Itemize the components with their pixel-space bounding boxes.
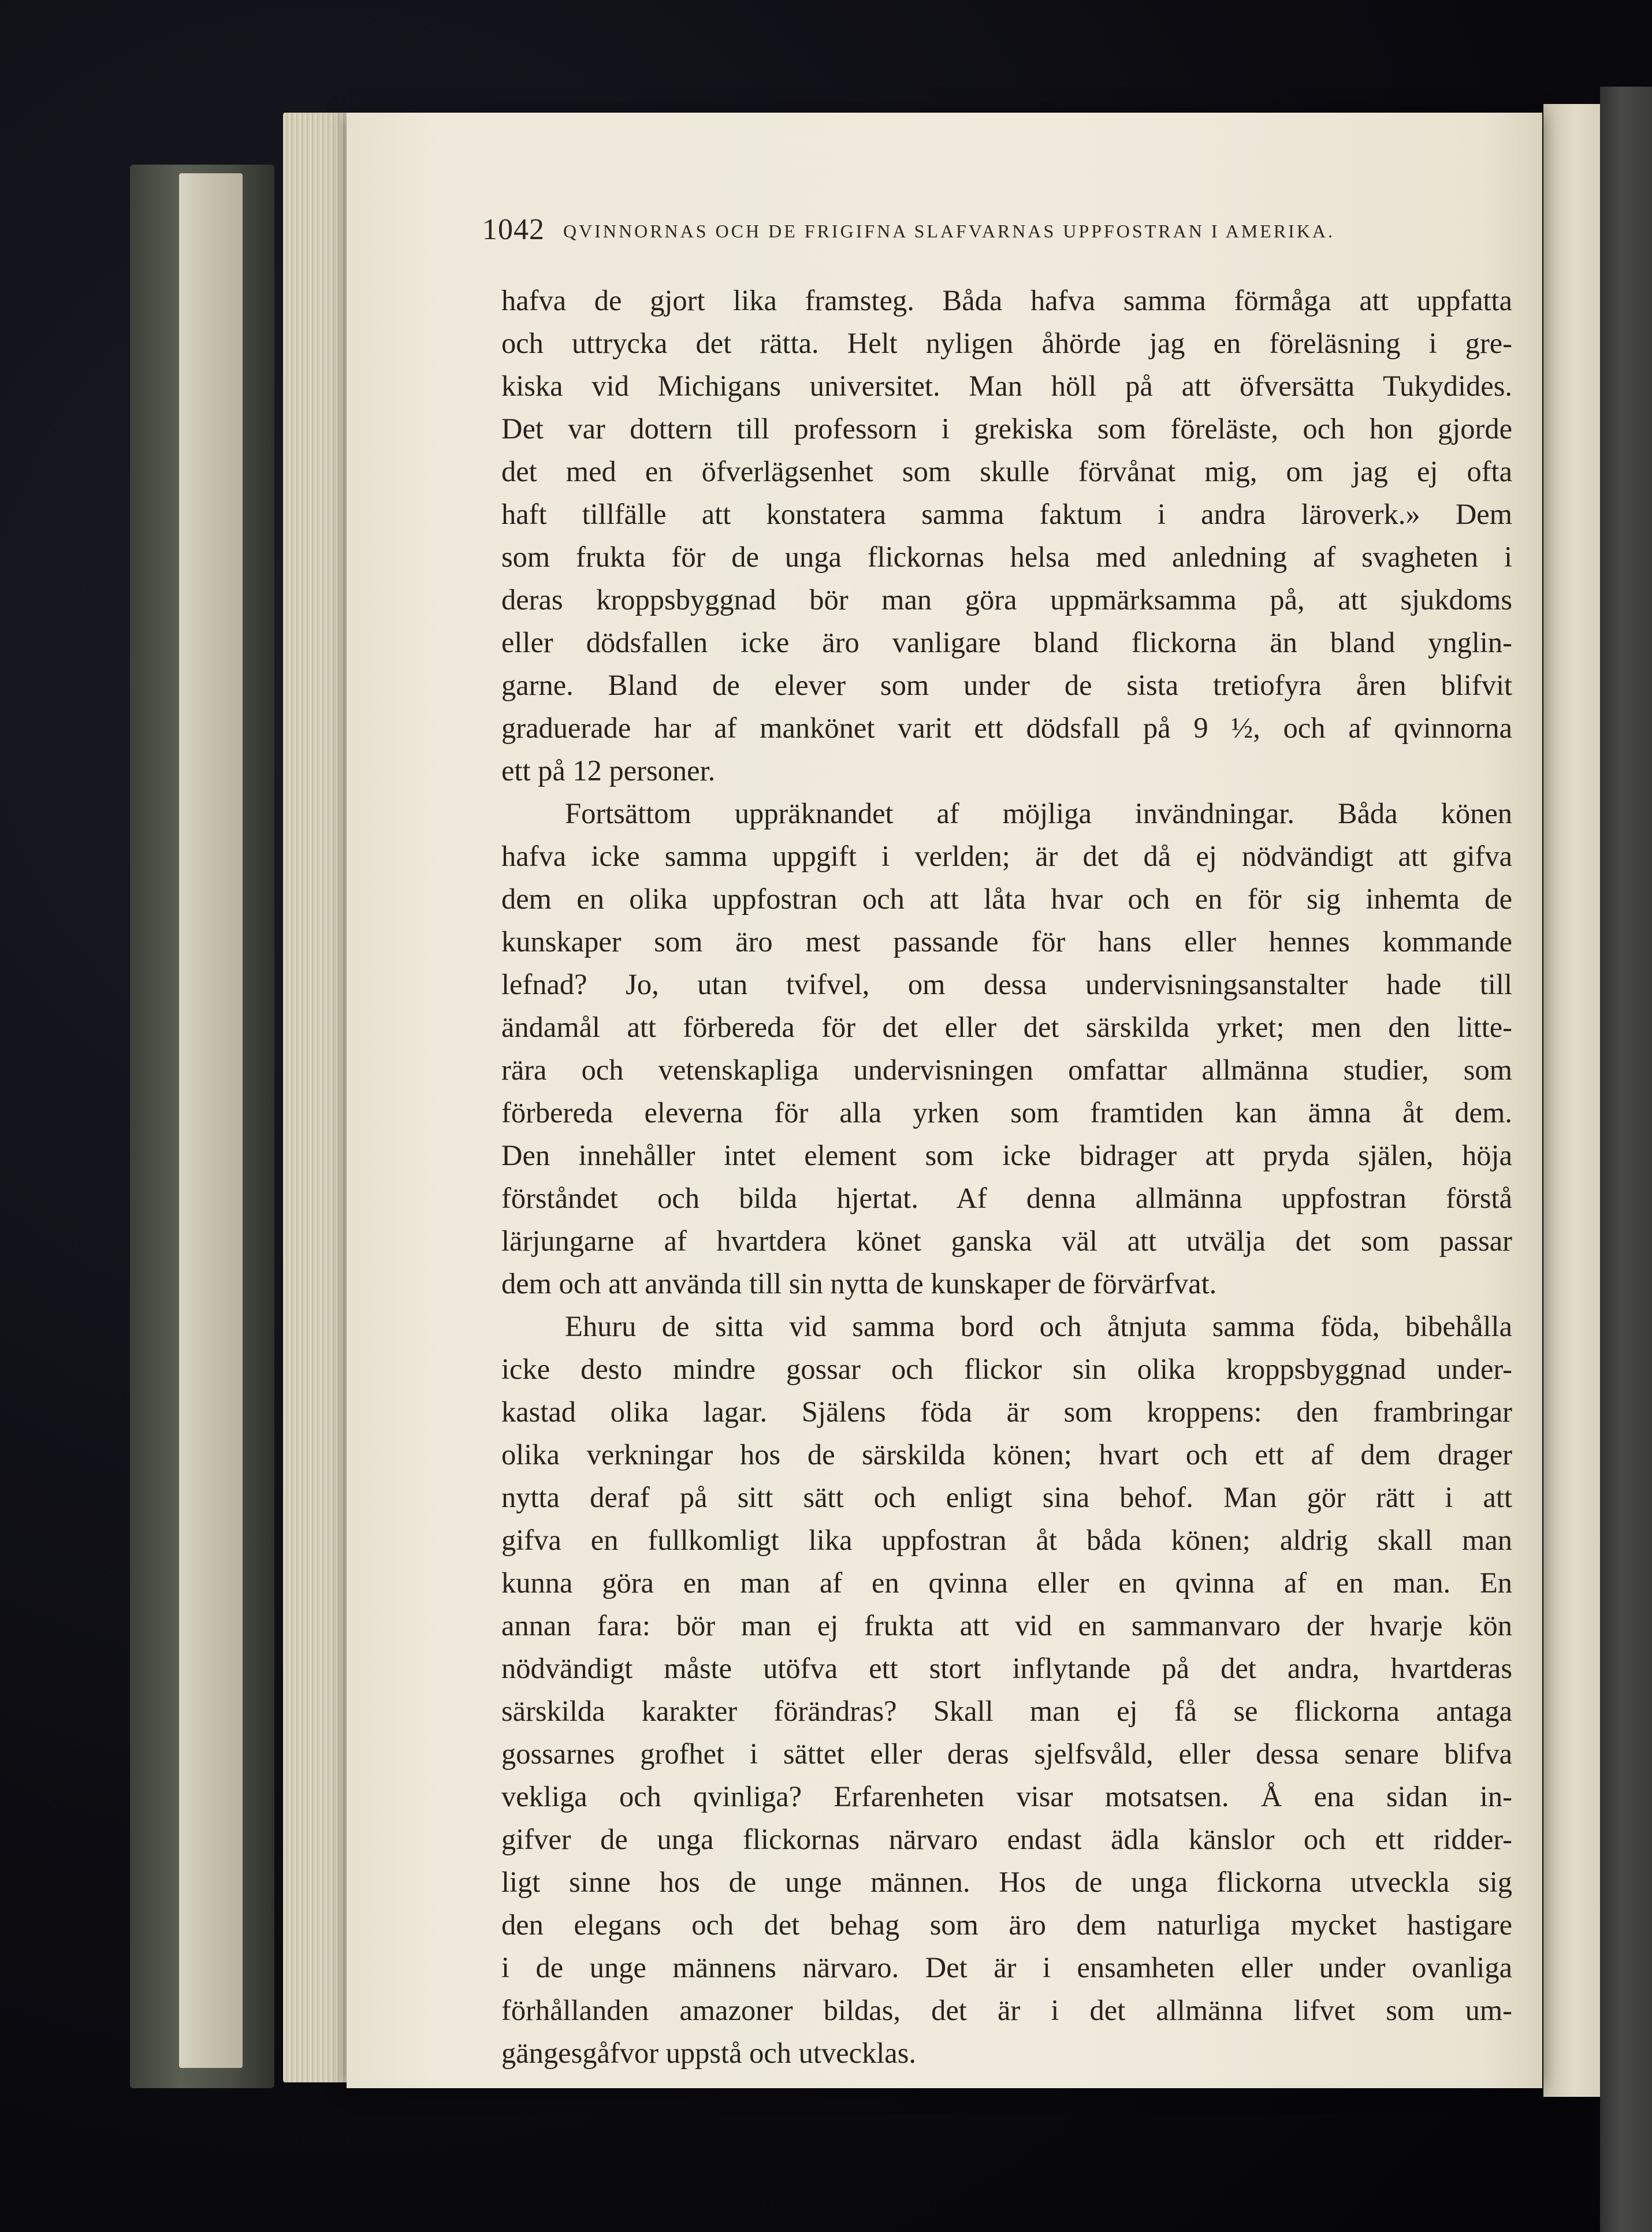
facing-page-edge [1543, 104, 1607, 2097]
text-line: i de unge männens närvaro. Det är i ensamheten eller under ovanliga [501, 1951, 1512, 1984]
text-line: deras kroppsbyggnad bör man göra uppmärksamma på, att sjukdoms [501, 583, 1512, 616]
text-line: ändamål att förbereda för det eller det särskilda yrket; men den litte- [501, 1011, 1512, 1043]
text-line: rära och vetenskapliga undervisningen omfattar allmänna studier, som [501, 1054, 1512, 1086]
body-text [501, 279, 1512, 2074]
text-line: dem en olika uppfostran och att låta hvar och en för sig inhemta de [501, 883, 1512, 915]
text-line: dem och att använda till sin nytta de kunskaper de förvärfvat. [501, 1267, 1217, 1300]
text-line: icke desto mindre gossar och flickor sin olika kroppsbyggnad under- [501, 1353, 1512, 1385]
text-line: särskilda karakter förändras? Skall man ej få se flickorna antaga [501, 1695, 1512, 1727]
text-line: kastad olika lagar. Själens föda är som kroppens: den frambringar [501, 1396, 1512, 1428]
text-line: förståndet och bilda hjertat. Af denna allmänna uppfostran förstå [501, 1182, 1512, 1214]
text-line: olika verkningar hos de särskilda könen; hvart och ett af dem drager [501, 1438, 1512, 1471]
text-line: gifva en fullkomligt lika uppfostran åt båda könen; aldrig skall man [501, 1524, 1512, 1556]
text-line: nödvändigt måste utöfva ett stort inflytande på det andra, hvartderas [501, 1652, 1512, 1684]
text-line: ett på 12 personer. [501, 754, 716, 787]
text-line: gifver de unga flickornas närvaro endast ädla känslor och ett ridder- [501, 1823, 1512, 1855]
text-line: haft tillfälle att konstatera samma faktum i andra läroverk.» Dem [501, 498, 1512, 530]
text-line: kunna göra en man af en qvinna eller en qvinna af en man. En [501, 1567, 1512, 1599]
text-line: gängesgåfvor uppstå och utvecklas. [501, 2037, 916, 2069]
text-line: Fortsättom uppräknandet af möjliga invändningar. Båda könen [565, 797, 1512, 829]
text-line: Den innehåller intet element som icke bidrager att pryda själen, höja [501, 1139, 1512, 1171]
text-line: förbereda eleverna för alla yrken som framtiden kan ämna åt dem. [501, 1096, 1512, 1129]
running-head: QVINNORNAS OCH DE FRIGIFNA SLAFVARNAS UPPFOSTRAN I AMERIKA. [563, 221, 1335, 241]
text-line: förhållanden amazoner bildas, det är i det allmänna lifvet som um- [501, 1994, 1512, 2026]
text-line: ligt sinne hos de unge männen. Hos de unga flickorna utveckla sig [501, 1866, 1512, 1898]
text-line: det med en öfverlägsenhet som skulle förvånat mig, om jag ej ofta [501, 455, 1512, 488]
text-line: kunskaper som äro mest passande för hans eller hennes kommande [501, 925, 1512, 958]
text-line: hafva icke samma uppgift i verlden; är det då ej nödvändigt att gifva [501, 840, 1512, 872]
text-line: nytta deraf på sitt sätt och enligt sina behof. Man gör rätt i att [501, 1481, 1512, 1513]
text-line: lärjungarne af hvartdera könet ganska väl att utvälja det som passar [501, 1225, 1512, 1257]
text-line: som frukta för de unga flickornas helsa med anledning af svagheten i [501, 541, 1512, 573]
text-line: gossarnes grofhet i sättet eller deras sjelfsvåld, eller dessa senare blifva [501, 1738, 1512, 1770]
text-line: Ehuru de sitta vid samma bord och åtnjuta samma föda, bibehålla [565, 1310, 1512, 1342]
text-line: hafva de gjort lika framsteg. Båda hafva samma förmåga att uppfatta [501, 284, 1512, 317]
text-line: garne. Bland de elever som under de sista tretiofyra åren blifvit [501, 669, 1512, 701]
book-cover-right [1600, 87, 1652, 2232]
page-number: 1042 [482, 213, 545, 246]
text-line: Det var dottern till professorn i grekiska som föreläste, och hon gjorde [501, 412, 1512, 445]
text-line: graduerade har af mankönet varit ett dödsfall på 9 ½, och af qvinnorna [501, 712, 1512, 744]
text-line: annan fara: bör man ej frukta att vid en sammanvaro der hvarje kön [501, 1609, 1512, 1642]
page-header [482, 213, 1510, 247]
text-line: kiska vid Michigans universitet. Man höll på att öfversätta Tukydides. [501, 370, 1512, 402]
text-line: och uttrycka det rätta. Helt nyligen åhörde jag en föreläsning i gre- [501, 327, 1512, 359]
text-line: lefnad? Jo, utan tvifvel, om dessa undervisningsanstalter hade till [501, 968, 1512, 1000]
text-line: den elegans och det behag som äro dem naturliga mycket hastigare [501, 1909, 1512, 1941]
text-line: eller dödsfallen icke äro vanligare bland flickorna än bland ynglin- [501, 626, 1512, 659]
text-line: vekliga och qvinliga? Erfarenheten visar motsatsen. Å ena sidan in- [501, 1780, 1512, 1813]
book-spine-edge [179, 173, 243, 2068]
